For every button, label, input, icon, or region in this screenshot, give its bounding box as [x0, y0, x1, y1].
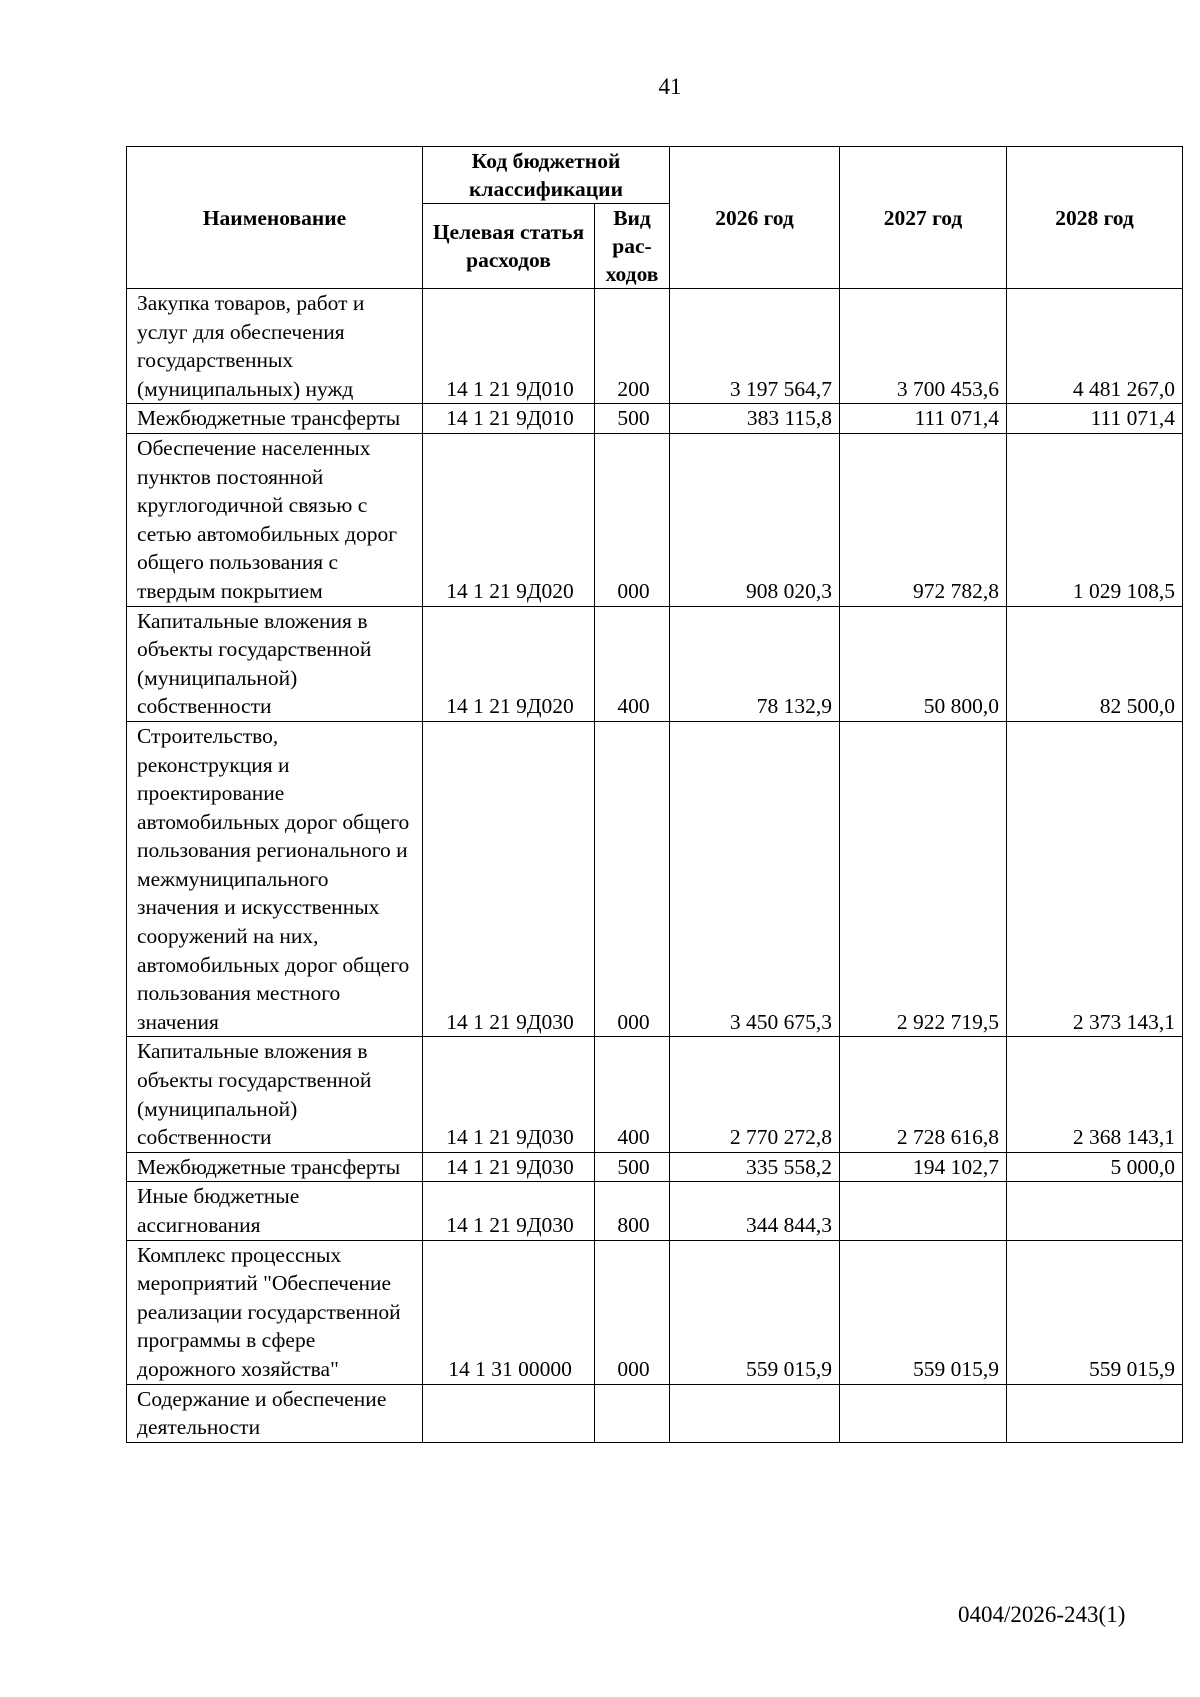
row-2027	[840, 1182, 1007, 1240]
header-2027: 2027 год	[840, 147, 1007, 289]
row-name: Содержание и обеспечение деятельности	[127, 1384, 423, 1442]
document-number: 0404/2026-243(1)	[958, 1602, 1126, 1627]
table-row	[127, 1182, 1183, 1240]
row-2026: 2 770 272,8	[670, 1037, 840, 1152]
row-target-article: 14 1 21 9Д030	[423, 1152, 595, 1182]
row-2026: 344 844,3	[670, 1182, 840, 1240]
table-row	[127, 1240, 1183, 1384]
row-target-article: 14 1 21 9Д020	[423, 606, 595, 721]
row-expense-type: 500	[595, 1152, 670, 1182]
row-2027	[840, 1384, 1007, 1442]
row-name: Строительство, реконструкция и проектирование автомобильных дорог общего пользования регионального и межмуниципального значения и искусственных сооружений на них, автомобильных дорог общего пользования местного значения	[127, 721, 423, 1037]
row-target-article: 14 1 21 9Д010	[423, 404, 595, 434]
row-2028: 2 368 143,1	[1007, 1037, 1183, 1152]
row-name: Закупка товаров, работ и услуг для обеспечения государственных (муниципальных) нужд	[127, 289, 423, 404]
table-row	[127, 1152, 1183, 1182]
table-row	[127, 606, 1183, 721]
row-expense-type: 400	[595, 1037, 670, 1152]
row-expense-type: 000	[595, 433, 670, 606]
row-expense-type: 200	[595, 289, 670, 404]
row-2026: 3 197 564,7	[670, 289, 840, 404]
row-2027: 559 015,9	[840, 1240, 1007, 1384]
row-2027: 2 728 616,8	[840, 1037, 1007, 1152]
page-number: 41	[658, 74, 682, 99]
header-target-article: Целевая статья расходов	[423, 204, 595, 289]
row-target-article: 14 1 21 9Д030	[423, 1182, 595, 1240]
row-2028	[1007, 1384, 1183, 1442]
row-expense-type: 400	[595, 606, 670, 721]
row-expense-type: 000	[595, 1240, 670, 1384]
row-2026: 908 020,3	[670, 433, 840, 606]
row-name: Межбюджетные трансферты	[127, 404, 423, 434]
row-2026: 78 132,9	[670, 606, 840, 721]
header-budget-code: Код бюджетной классификации	[423, 147, 670, 204]
row-2028: 2 373 143,1	[1007, 721, 1183, 1037]
table-row	[127, 1384, 1183, 1442]
row-name: Межбюджетные трансферты	[127, 1152, 423, 1182]
row-2027: 194 102,7	[840, 1152, 1007, 1182]
row-name: Капитальные вложения в объекты государственной (муниципальной) собственности	[127, 1037, 423, 1152]
row-2027: 2 922 719,5	[840, 721, 1007, 1037]
row-2027: 50 800,0	[840, 606, 1007, 721]
row-expense-type: 800	[595, 1182, 670, 1240]
table-row	[127, 404, 1183, 434]
header-name: Наименование	[127, 147, 423, 289]
row-2027: 111 071,4	[840, 404, 1007, 434]
table-row	[127, 721, 1183, 1037]
row-2026: 383 115,8	[670, 404, 840, 434]
row-2028: 82 500,0	[1007, 606, 1183, 721]
row-2026: 335 558,2	[670, 1152, 840, 1182]
header-2026: 2026 год	[670, 147, 840, 289]
table-row	[127, 1037, 1183, 1152]
row-2026: 3 450 675,3	[670, 721, 840, 1037]
row-target-article: 14 1 21 9Д030	[423, 721, 595, 1037]
budget-table	[126, 146, 1183, 1443]
row-target-article	[423, 1384, 595, 1442]
row-target-article: 14 1 21 9Д010	[423, 289, 595, 404]
row-2028: 5 000,0	[1007, 1152, 1183, 1182]
row-2028: 111 071,4	[1007, 404, 1183, 434]
row-2026	[670, 1384, 840, 1442]
row-2027: 3 700 453,6	[840, 289, 1007, 404]
row-target-article: 14 1 21 9Д030	[423, 1037, 595, 1152]
table-row	[127, 433, 1183, 606]
row-2028: 1 029 108,5	[1007, 433, 1183, 606]
header-2028: 2028 год	[1007, 147, 1183, 289]
row-target-article: 14 1 21 9Д020	[423, 433, 595, 606]
row-name: Иные бюджетные ассигнования	[127, 1182, 423, 1240]
row-name: Комплекс процессных мероприятий "Обеспечение реализации государственной программы в сфере дорожного хозяйства"	[127, 1240, 423, 1384]
row-2028	[1007, 1182, 1183, 1240]
row-2028: 559 015,9	[1007, 1240, 1183, 1384]
row-expense-type: 000	[595, 721, 670, 1037]
header-expense-type: Вид рас-ходов	[595, 204, 670, 289]
row-2026: 559 015,9	[670, 1240, 840, 1384]
row-expense-type	[595, 1384, 670, 1442]
row-2027: 972 782,8	[840, 433, 1007, 606]
table-row	[127, 289, 1183, 404]
row-target-article: 14 1 31 00000	[423, 1240, 595, 1384]
row-2028: 4 481 267,0	[1007, 289, 1183, 404]
row-expense-type: 500	[595, 404, 670, 434]
row-name: Обеспечение населенных пунктов постоянной круглогодичной связью с сетью автомобильных дорог общего пользования с твердым покрытием	[127, 433, 423, 606]
row-name: Капитальные вложения в объекты государственной (муниципальной) собственности	[127, 606, 423, 721]
